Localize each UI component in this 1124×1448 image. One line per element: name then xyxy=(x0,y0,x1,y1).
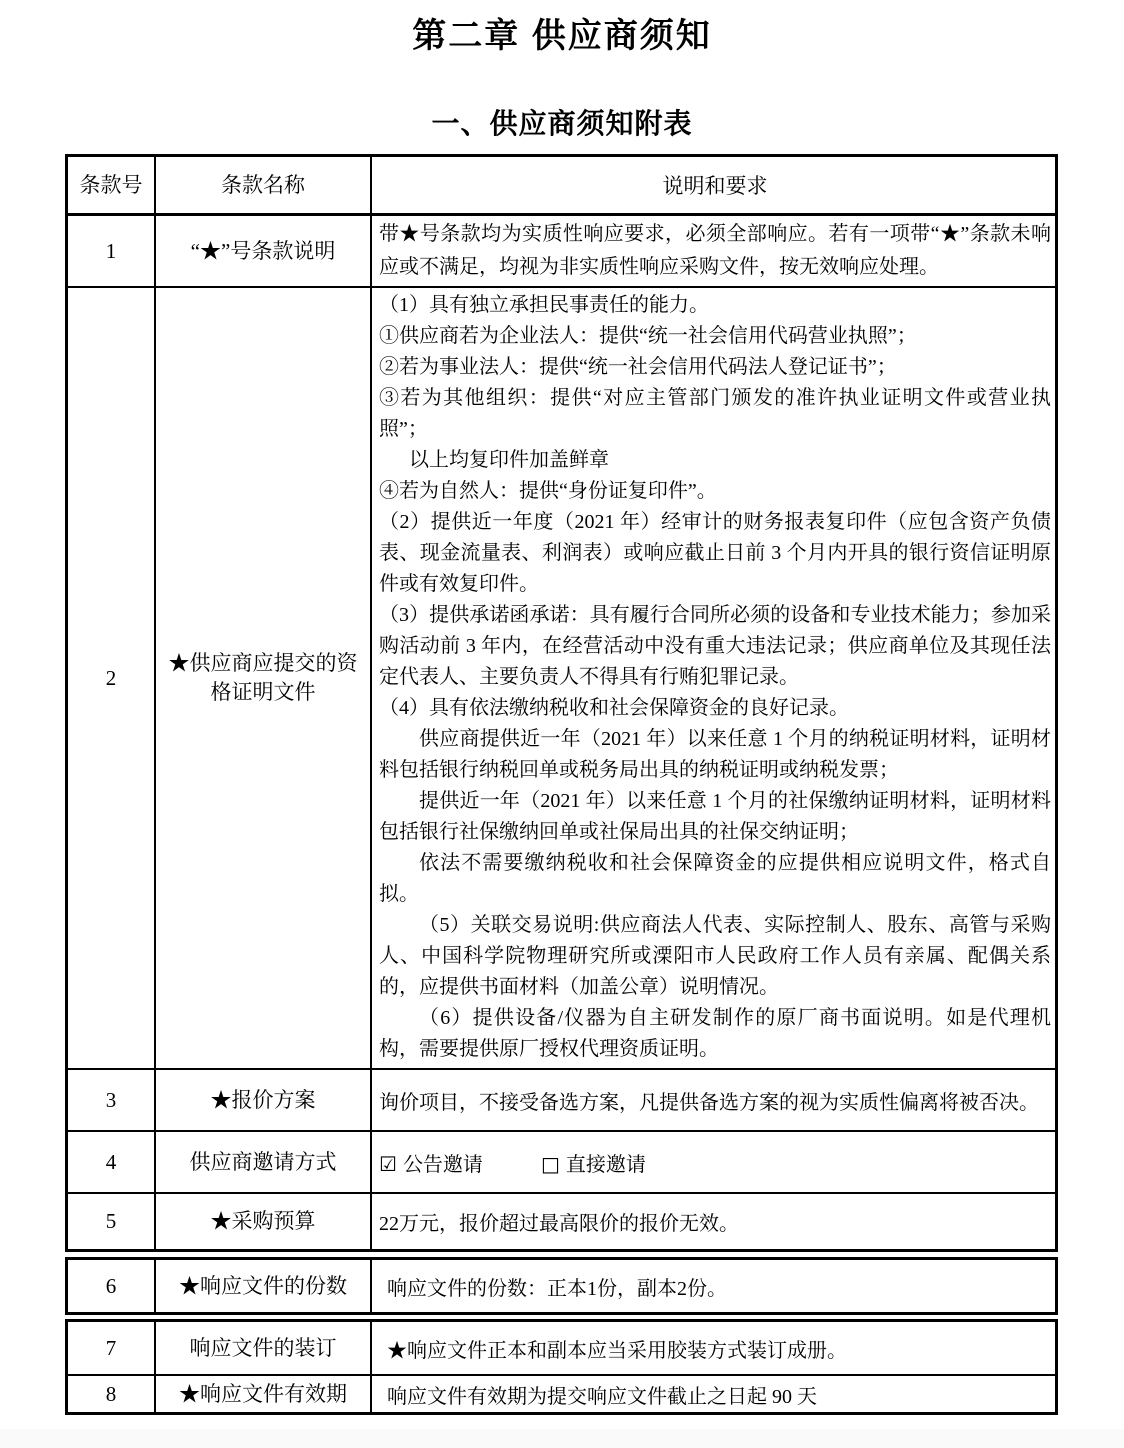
clause-no-cell: 5 xyxy=(105,1209,117,1233)
clause-name-cell: 响应文件的装订 xyxy=(154,1322,370,1374)
clause-no-cell: 4 xyxy=(105,1149,117,1174)
clause-no-cell: 1 xyxy=(105,238,117,263)
header-clause-desc: 说明和要求 xyxy=(370,157,1055,213)
desc-paragraph: ④若为自然人：提供“身份证复印件”。 xyxy=(379,480,717,502)
clause-name-cell: 供应商邀请方式 xyxy=(154,1132,370,1192)
table-header-row xyxy=(68,157,1055,213)
desc-paragraph: 响应文件有效期为提交响应文件截止之日起 90 天 xyxy=(387,1385,817,1408)
header-clause-name: 条款名称 xyxy=(154,157,370,213)
option-label: 公告邀请 xyxy=(402,1153,483,1176)
desc-paragraph: （6）提供设备/仪器为自主研发制作的原厂商书面说明。如是代理机构，需要提供原厂授权代理资质证明。 xyxy=(379,1007,1051,1060)
clause-no-cell: 3 xyxy=(105,1087,117,1112)
desc-paragraph: 22万元，报价超过最高限价的报价无效。 xyxy=(379,1213,739,1235)
clause-desc-cell xyxy=(370,1260,1055,1312)
table-row xyxy=(68,1374,1055,1412)
desc-paragraph: ①供应商若为企业法人：提供“统一社会信用代码营业执照”； xyxy=(379,325,917,347)
table-row xyxy=(68,1130,1055,1192)
desc-paragraph: 响应文件的份数：正本1份，副本2份。 xyxy=(387,1277,727,1300)
clause-name-cell: ★报价方案 xyxy=(154,1070,370,1130)
clause-desc-cell xyxy=(370,216,1055,286)
header-clause-no: 条款号 xyxy=(79,172,143,197)
clause-desc-cell xyxy=(370,1132,1055,1192)
supplier-notice-table-continued xyxy=(65,1257,1058,1315)
option-label: 直接邀请 xyxy=(565,1153,646,1176)
clause-name-cell: ★供应商应提交的资格证明文件 xyxy=(154,288,370,1068)
desc-paragraph: （1）具有独立承担民事责任的能力。 xyxy=(379,294,709,316)
clause-name-cell: ★采购预算 xyxy=(154,1194,370,1249)
desc-paragraph: ★响应文件正本和副本应当采用胶装方式装订成册。 xyxy=(387,1339,847,1362)
desc-paragraph: 询价项目，不接受备选方案，凡提供备选方案的视为实质性偏离将被否决。 xyxy=(379,1091,1039,1114)
clause-name-cell: “★”号条款说明 xyxy=(154,216,370,286)
desc-paragraph: （2）提供近一年度（2021 年）经审计的财务报表复印件（应包含资产负债表、现金流量表、利润表）或响应截止日前 3 个月内开具的银行资信证明原件或有效复印件。 xyxy=(379,511,1051,595)
supplier-notice-table-continued xyxy=(65,1319,1058,1415)
checkbox-checked-icon: ☑ xyxy=(379,1151,397,1176)
desc-paragraph: 带★号条款均为实质性响应要求，必须全部响应。若有一项带“★”条款未响应或不满足，均视为非实质性响应采购文件，按无效响应处理。 xyxy=(379,223,1051,278)
clause-name-cell: ★响应文件的份数 xyxy=(154,1260,370,1312)
desc-paragraph: （5）关联交易说明:供应商法人代表、实际控制人、股东、高管与采购人、中国科学院物理研究所或溧阳市人民政府工作人员有亲属、配偶关系的，应提供书面材料（加盖公章）说明情况。 xyxy=(379,914,1051,998)
document-page xyxy=(0,16,1124,1415)
section-title: 一、供应商须知附表 xyxy=(431,108,693,139)
table-row xyxy=(68,1260,1055,1312)
desc-paragraph: 提供近一年（2021 年）以来任意 1 个月的社保缴纳证明材料，证明材料包括银行社保缴纳回单或社保局出具的社保交纳证明； xyxy=(379,790,1051,843)
clause-no-cell: 7 xyxy=(105,1335,117,1360)
table-row xyxy=(68,286,1055,1068)
checkbox-unchecked-icon: □ xyxy=(540,1151,560,1176)
desc-paragraph: ③若为其他组织：提供“对应主管部门颁发的准许执业证明文件或营业执照”； xyxy=(379,387,1051,440)
clause-no-cell: 2 xyxy=(105,665,117,690)
table-row xyxy=(68,1322,1055,1374)
table-row xyxy=(68,213,1055,286)
invitation-option-direct xyxy=(541,1148,646,1177)
clause-desc-cell xyxy=(370,1194,1055,1249)
table-row xyxy=(68,1068,1055,1130)
invitation-option-public xyxy=(379,1148,483,1177)
table-row xyxy=(68,1192,1055,1249)
clause-name-cell: ★响应文件有效期 xyxy=(154,1376,370,1412)
clause-desc-cell xyxy=(370,1070,1055,1130)
chapter-title: 第二章 供应商须知 xyxy=(412,17,712,55)
desc-paragraph: 供应商提供近一年（2021 年）以来任意 1 个月的纳税证明材料，证明材料包括银行纳税回单或税务局出具的纳税证明或纳税发票； xyxy=(379,728,1051,781)
desc-paragraph: （4）具有依法缴纳税收和社会保障资金的良好记录。 xyxy=(379,697,849,719)
desc-paragraph: ②若为事业法人：提供“统一社会信用代码法人登记证书”； xyxy=(379,356,897,378)
clause-no-cell: 6 xyxy=(105,1273,117,1298)
supplier-notice-table xyxy=(65,154,1058,1252)
clause-desc-cell xyxy=(370,1376,1055,1412)
desc-paragraph: 以上均复印件加盖鲜章 xyxy=(409,449,609,471)
desc-paragraph: 依法不需要缴纳税收和社会保障资金的应提供相应说明文件，格式自拟。 xyxy=(379,852,1051,905)
clause-desc-cell xyxy=(370,1322,1055,1374)
desc-paragraph: （3）提供承诺函承诺：具有履行合同所必须的设备和专业技术能力；参加采购活动前 3 年内，在经营活动中没有重大违法记录；供应商单位及其现任法定代表人、主要负责人不得具有行贿犯罪记录。 xyxy=(379,604,1051,688)
clause-no-cell: 8 xyxy=(105,1381,117,1406)
clause-desc-cell xyxy=(370,288,1055,1068)
